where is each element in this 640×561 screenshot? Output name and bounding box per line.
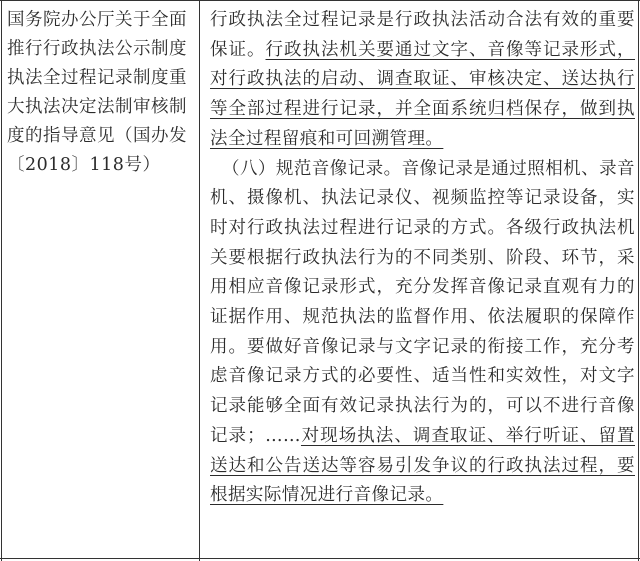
table-left-border <box>1 0 2 561</box>
document-title-cell <box>7 6 195 180</box>
table-bottom-border <box>0 558 640 559</box>
document-title: 国务院办公厅关于全面推行行政执法公示制度执法全过程记录制度重大执法决定法制审核制度的指导意见（国办发〔2018〕118号） <box>7 10 187 175</box>
table-top-border <box>0 0 640 1</box>
paragraph-1-underlined: 行政执法机关要通过文字、音像等记录形式，对行政执法的启动、调查取证、审核决定、送达执行等全部过程进行记录，并全面系统归档保存，做到执法全过程留痕和可回溯管理。 <box>210 39 635 149</box>
column-divider <box>199 0 200 561</box>
table-right-border <box>638 0 639 561</box>
paragraph-1 <box>210 6 635 155</box>
paragraph-1-plain: 行政执法全过程记录是行政执法活动合法有效的重要保证。 <box>210 10 635 60</box>
paragraph-2 <box>210 155 635 511</box>
paragraph-2-plain: （八）规范音像记录。音像记录是通过照相机、录音机、摄像机、执法记录仪、视频监控等记录设备，实时对行政执法过程进行记录的方式。各级行政执法机关要根据行政执法行为的不同类别、阶段、环节，采用相应音像记录形式，充分发挥音像记录直观有力的证据作用、规范执法的监督作用、依法履职的保障作用。要做好音像记录与文字记录的衔接工作，充分考虑音像记录方式的必要性、适当性和实效性，对文字记录能够全面有效记录执法行为的，可以不进行音像记录；…… <box>210 158 635 446</box>
provision-text-cell <box>210 6 635 511</box>
paragraph-2-underlined: 对现场执法、调查取证、举行听证、留置送达和公告送达等容易引发争议的行政执法过程，要根据实际情况进行音像记录。 <box>210 425 635 506</box>
